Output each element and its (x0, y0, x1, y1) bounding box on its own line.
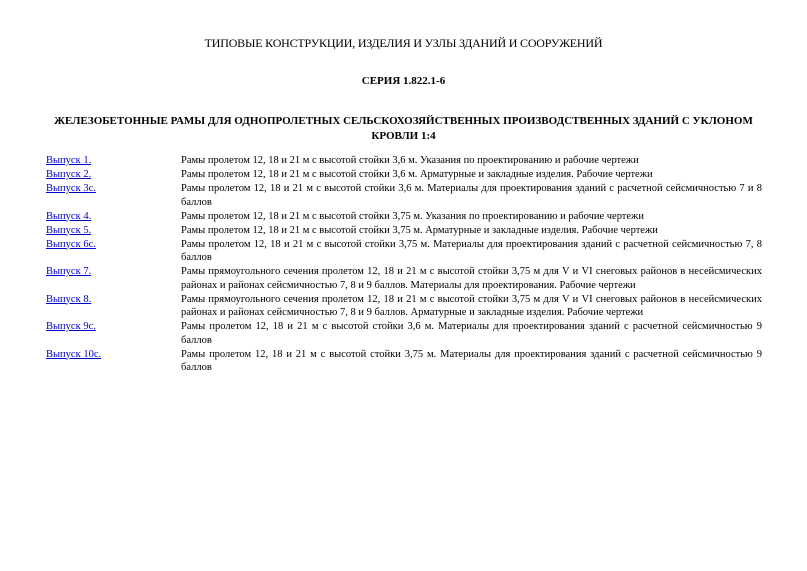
series-number: СЕРИЯ 1.822.1-6 (361, 75, 446, 87)
issue-description: Рамы пролетом 12, 18 и 21 м с высотой стойки 3,75 м. Указания по проектированию и рабочие чертежи (181, 210, 644, 222)
issue-link[interactable]: Выпуск 8. (46, 293, 92, 305)
issue-row (46, 293, 762, 320)
issue-description: Рамы пролетом 12, 18 и 21 м с высотой стойки 3,75 м. Материалы для проектирования зданий с расчетной сейсмичностью 7, 8 баллов (181, 238, 762, 263)
issue-link[interactable]: Выпуск 5. (46, 224, 92, 236)
issues-list (46, 154, 762, 375)
issue-row (46, 320, 762, 347)
issue-row (46, 154, 762, 168)
issue-link[interactable]: Выпуск 1. (46, 155, 92, 166)
issue-row (46, 210, 762, 224)
issue-description: Рамы пролетом 12, 18 и 21 м с высотой стойки 3,75 м. Арматурные и закладные изделия. Рабочие чертежи (181, 224, 658, 236)
issue-link[interactable]: Выпуск 10с. (46, 348, 102, 360)
issue-link[interactable]: Выпуск 7. (46, 266, 92, 277)
issue-description: Рамы пролетом 12, 18 и 21 м с высотой стойки 3,6 м. Материалы для проектирования зданий с расчетной сейсмичностью 9 баллов (181, 321, 762, 346)
issue-description: Рамы пролетом 12, 18 и 21 м с высотой стойки 3,6 м. Указания по проектированию и рабочие чертежи (181, 155, 639, 166)
issue-row (46, 224, 762, 238)
issue-link[interactable]: Выпуск 4. (46, 210, 92, 222)
issue-description: Рамы прямоугольного сечения пролетом 12, 18 и 21 м с высотой стойки 3,75 м для V и VI снеговых районов в несейсмических районах и районах сейсмичностью 7, 8 и 9 баллов. Материалы для проектирования. Рабочие чертежи (181, 266, 762, 291)
issue-row (46, 265, 762, 292)
collection-title: ТИПОВЫЕ КОНСТРУКЦИИ, ИЗДЕЛИЯ И УЗЛЫ ЗДАНИЙ И СООРУЖЕНИЙ (204, 36, 603, 50)
issue-row (46, 348, 762, 375)
issue-row (46, 182, 762, 209)
issue-description: Рамы пролетом 12, 18 и 21 м с высотой стойки 3,75 м. Материалы для проектирования зданий с расчетной сейсмичностью 9 баллов (181, 348, 762, 373)
issue-link[interactable]: Выпуск 3с. (46, 183, 96, 194)
issue-description: Рамы пролетом 12, 18 и 21 м с высотой стойки 3,6 м. Материалы для проектирования зданий с расчетной сейсмичностью 7 и 8 баллов (181, 183, 762, 208)
issue-row (46, 238, 762, 265)
issue-link[interactable]: Выпуск 9с. (46, 321, 96, 332)
issue-link[interactable]: Выпуск 2. (46, 169, 92, 180)
issue-link[interactable]: Выпуск 6с. (46, 238, 96, 250)
issue-row (46, 168, 762, 182)
document-title: ЖЕЛЕЗОБЕТОННЫЕ РАМЫ ДЛЯ ОДНОПРОЛЕТНЫХ СЕЛЬСКОХОЗЯЙСТВЕННЫХ ПРОИЗВОДСТВЕННЫХ ЗДАНИЙ С УКЛОНОМ КРОВЛИ 1:4 (54, 115, 753, 142)
issue-description: Рамы пролетом 12, 18 и 21 м с высотой стойки 3,6 м. Арматурные и закладные изделия. Рабочие чертежи (181, 169, 653, 180)
issue-description: Рамы прямоугольного сечения пролетом 12, 18 и 21 м с высотой стойки 3,75 м для V и VI снеговых районов в несейсмических районах и районах сейсмичностью 7, 8 и 9 баллов. Арматурные и закладные изделия. Рабочие чертежи (181, 293, 762, 318)
